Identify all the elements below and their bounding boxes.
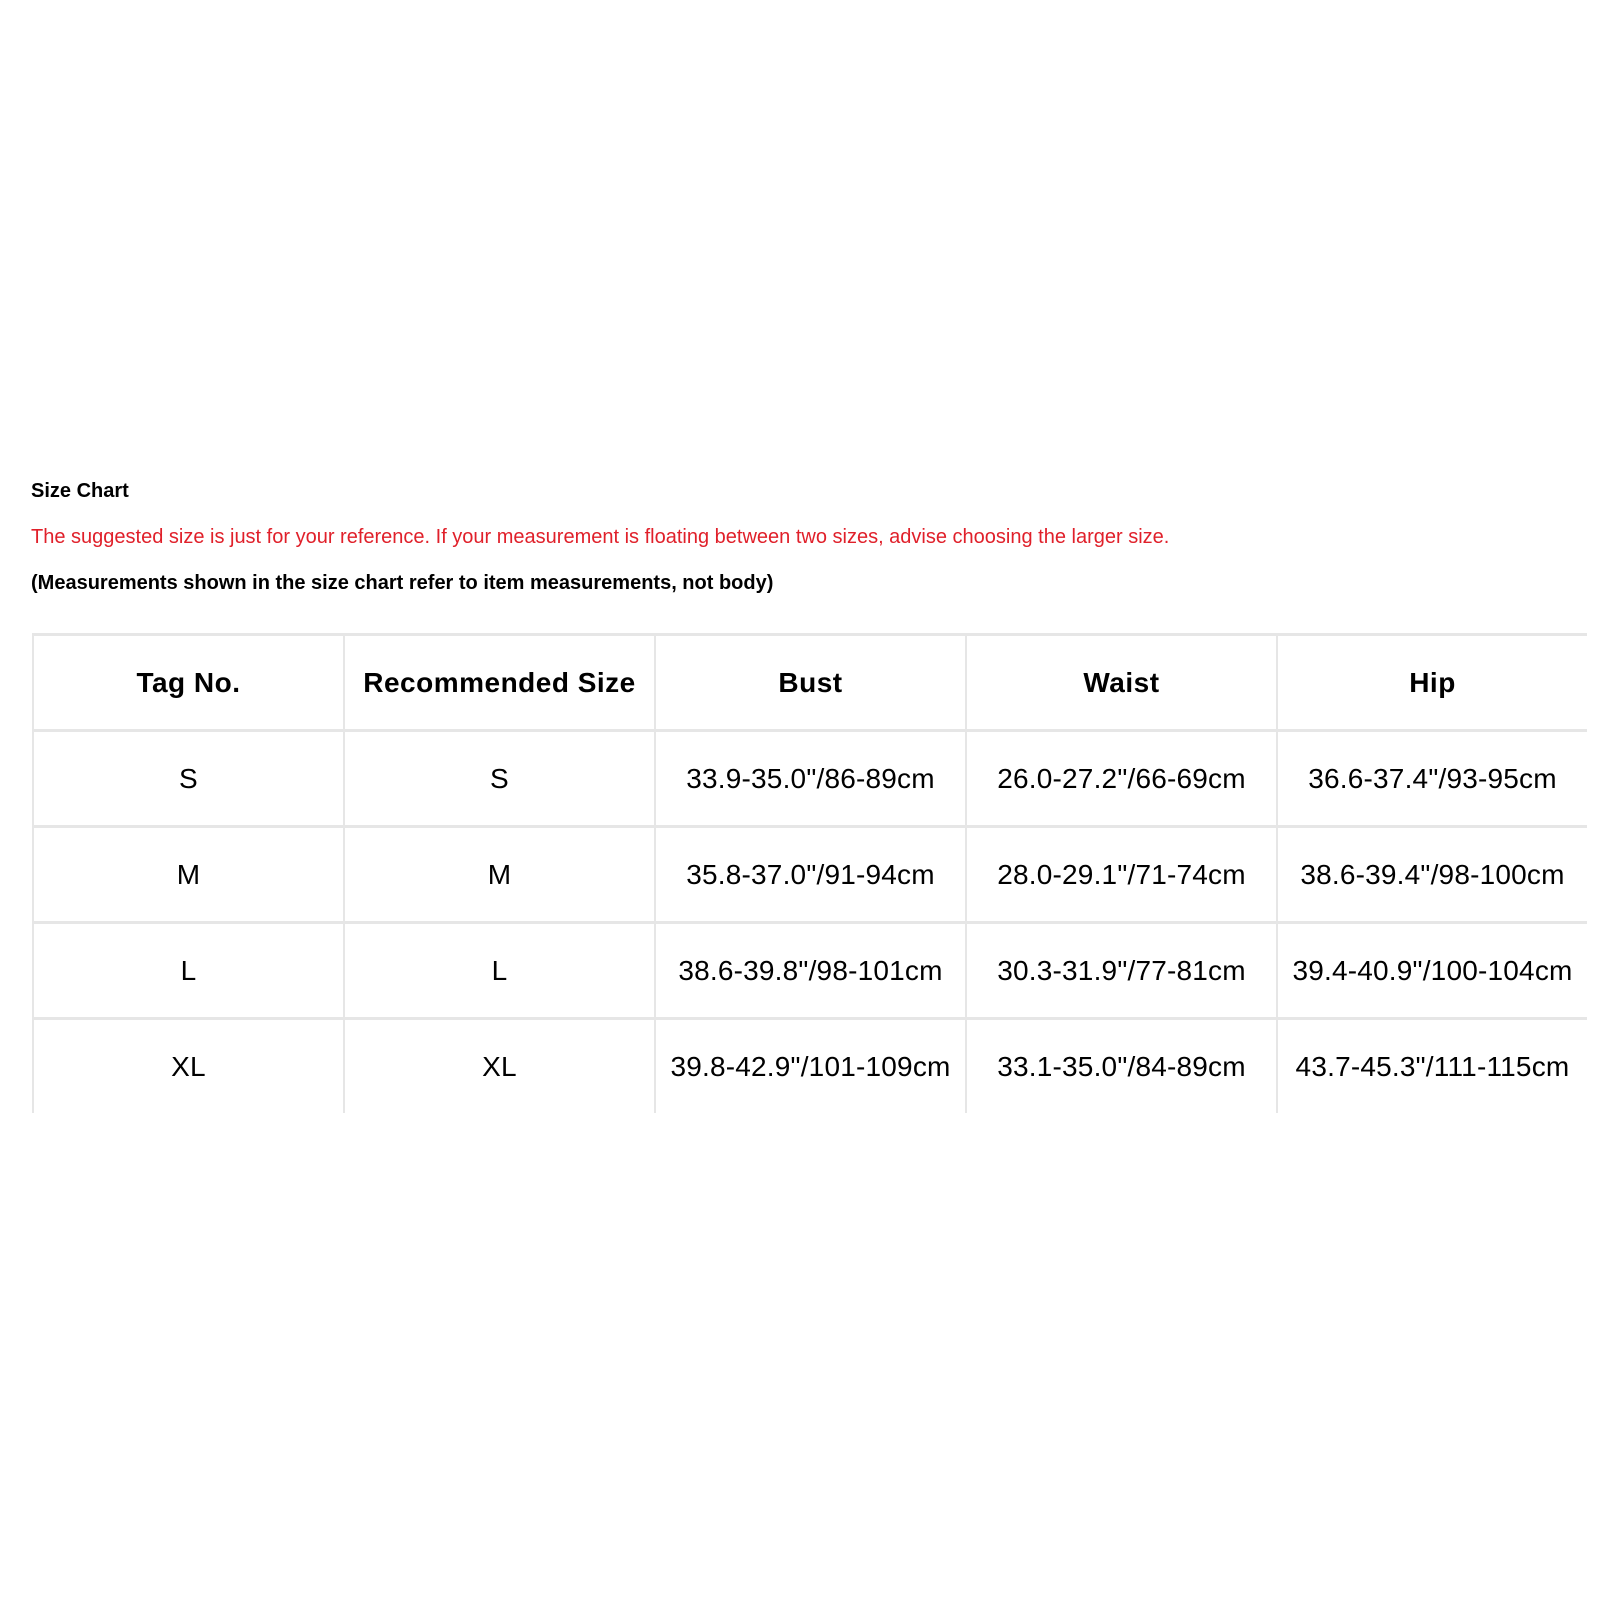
- cell-recommended-size: S: [343, 732, 654, 825]
- cell-hip: 43.7-45.3"/111-115cm: [1276, 1020, 1587, 1113]
- cell-tag-no: S: [32, 732, 343, 825]
- header-hip: Hip: [1276, 636, 1587, 729]
- cell-bust: 38.6-39.8"/98-101cm: [654, 924, 965, 1017]
- cell-recommended-size: M: [343, 828, 654, 921]
- cell-tag-no: XL: [32, 1020, 343, 1113]
- size-advice-notice: The suggested size is just for your reference. If your measurement is floating between two sizes, advise choosing the larger size.: [31, 526, 1170, 548]
- header-waist: Waist: [965, 636, 1276, 729]
- cell-recommended-size: XL: [343, 1020, 654, 1113]
- table-row: [32, 1020, 1587, 1113]
- cell-hip: 36.6-37.4"/93-95cm: [1276, 732, 1587, 825]
- header-bust: Bust: [654, 636, 965, 729]
- measurement-note: (Measurements shown in the size chart refer to item measurements, not body): [31, 572, 774, 594]
- cell-hip: 38.6-39.4"/98-100cm: [1276, 828, 1587, 921]
- size-chart-title: Size Chart: [31, 480, 129, 502]
- cell-recommended-size: L: [343, 924, 654, 1017]
- cell-bust: 35.8-37.0"/91-94cm: [654, 828, 965, 921]
- cell-tag-no: M: [32, 828, 343, 921]
- cell-waist: 28.0-29.1"/71-74cm: [965, 828, 1276, 921]
- cell-bust: 39.8-42.9"/101-109cm: [654, 1020, 965, 1113]
- cell-bust: 33.9-35.0"/86-89cm: [654, 732, 965, 825]
- table-row: [32, 828, 1587, 924]
- cell-waist: 30.3-31.9"/77-81cm: [965, 924, 1276, 1017]
- table-row: [32, 924, 1587, 1020]
- table-row: [32, 732, 1587, 828]
- cell-hip: 39.4-40.9"/100-104cm: [1276, 924, 1587, 1017]
- table-header-row: [32, 636, 1587, 732]
- cell-waist: 33.1-35.0"/84-89cm: [965, 1020, 1276, 1113]
- size-table: [32, 633, 1587, 1113]
- cell-waist: 26.0-27.2"/66-69cm: [965, 732, 1276, 825]
- header-tag-no: Tag No.: [32, 636, 343, 729]
- cell-tag-no: L: [32, 924, 343, 1017]
- header-recommended-size: Recommended Size: [343, 636, 654, 729]
